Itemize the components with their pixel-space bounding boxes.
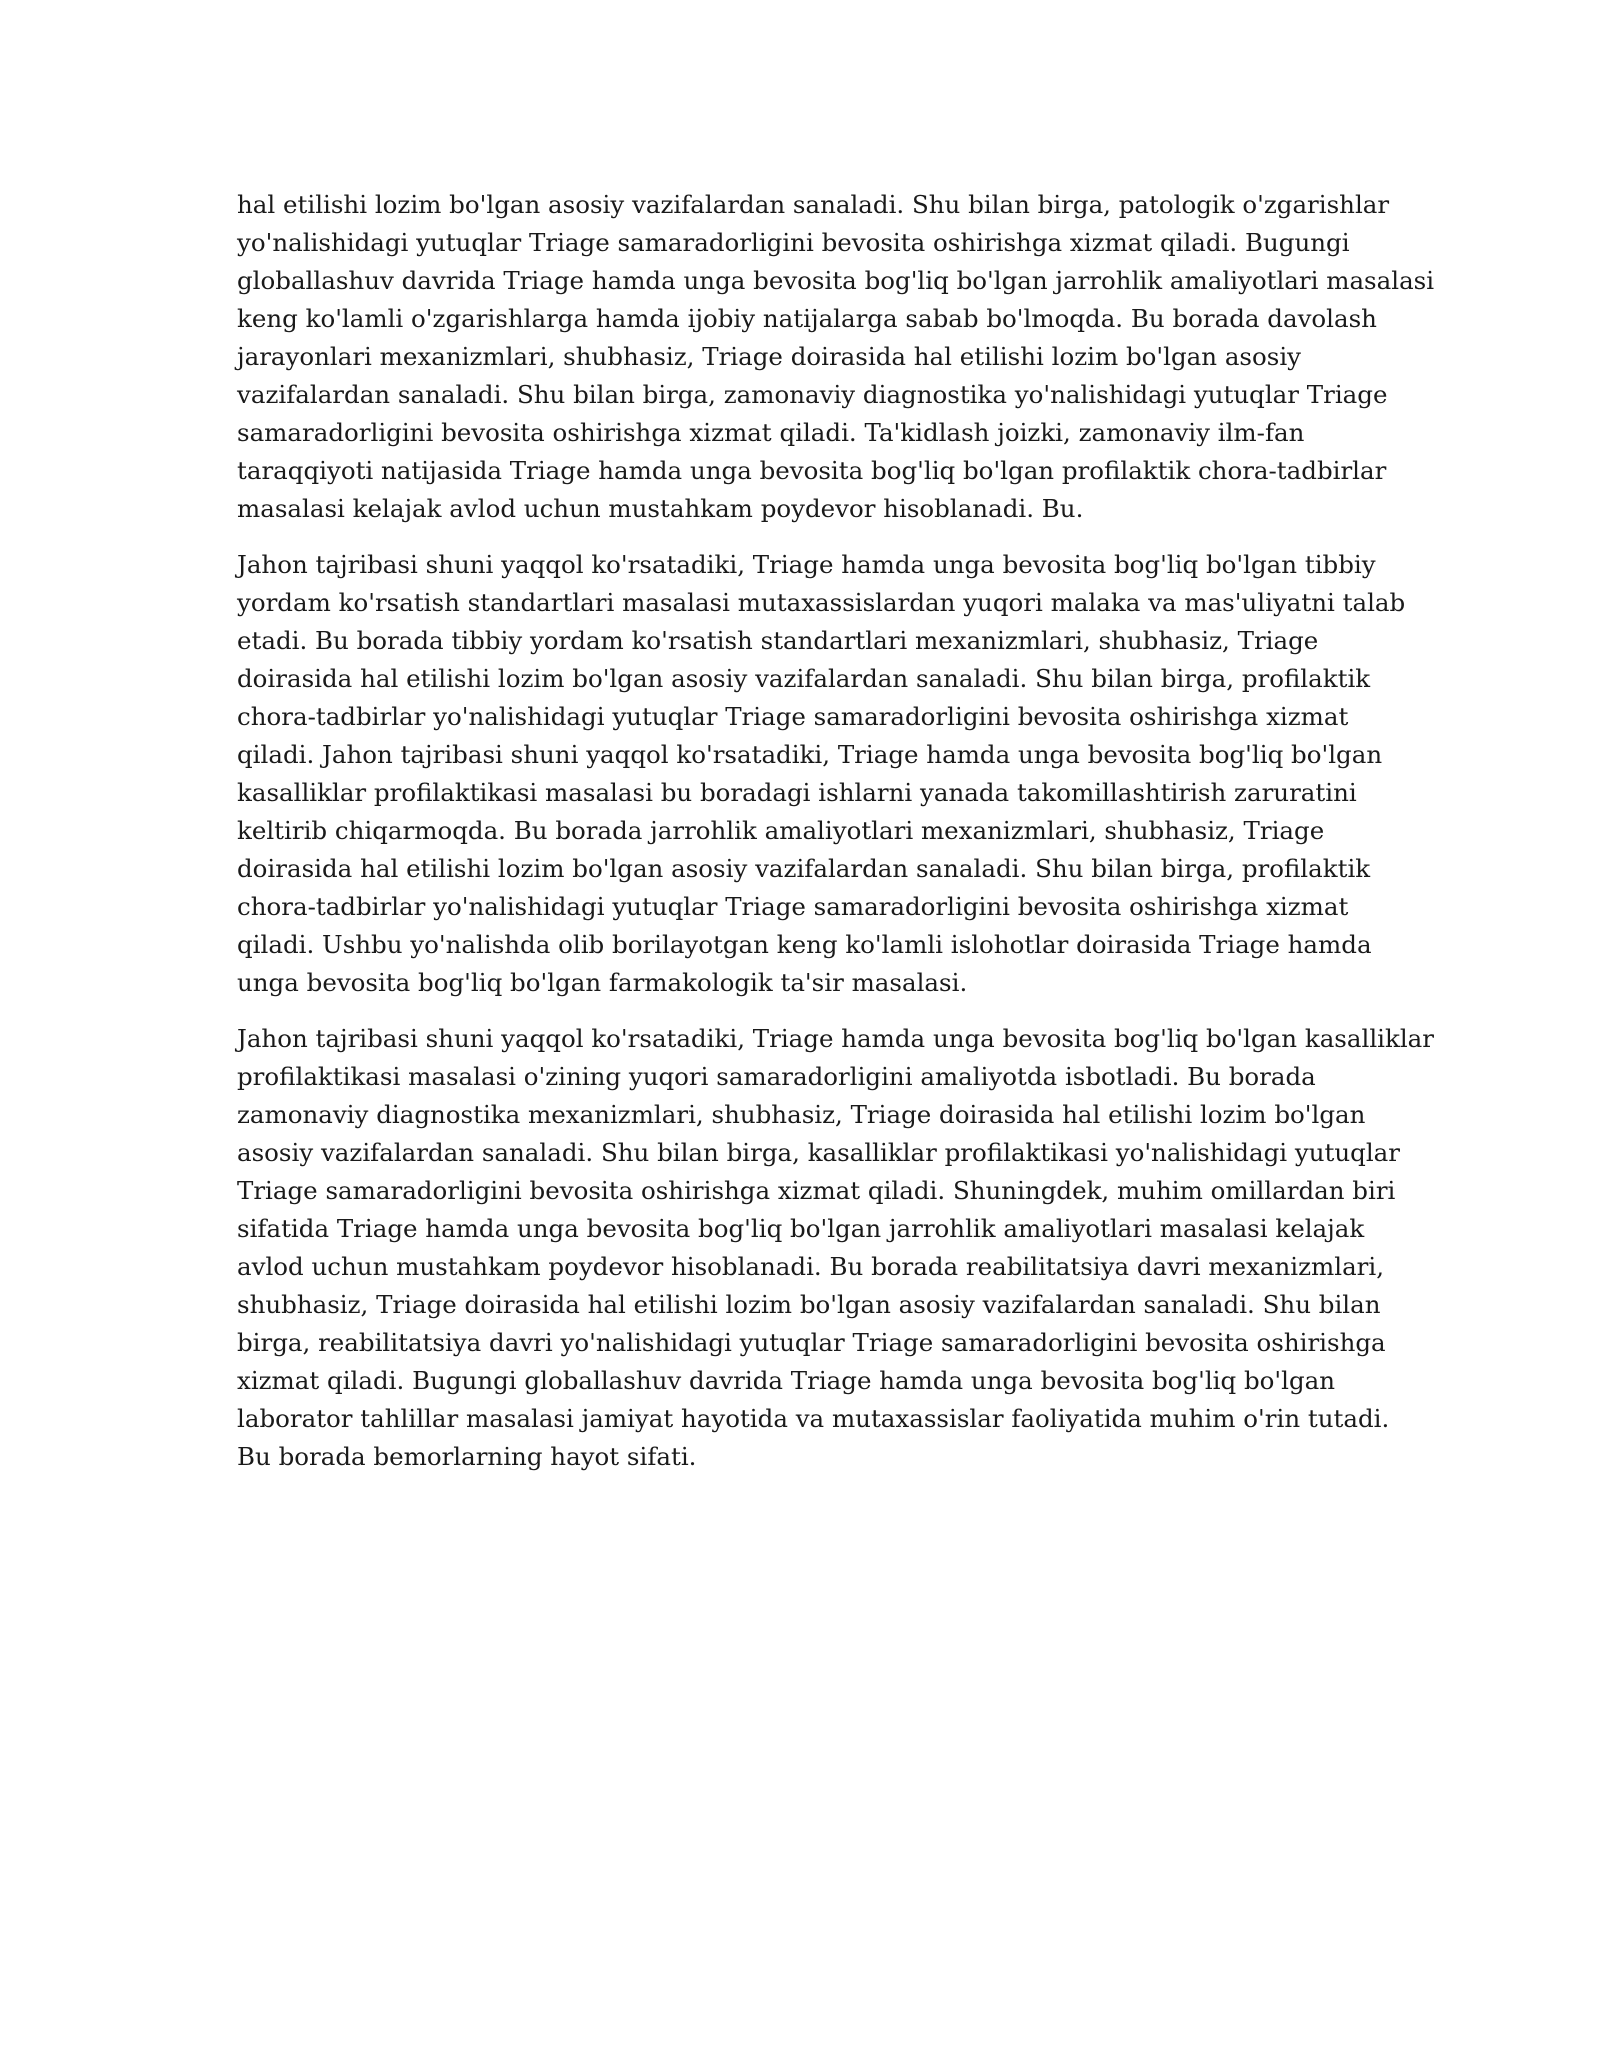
text-line: jarayonlari mexanizmlari, shubhasiz, Triage doirasida hal etilishi lozim bo'lgan asosiy — [237, 342, 1302, 371]
text-line: keltirib chiqarmoqda. Bu borada jarrohlik amaliyotlari mexanizmlari, shubhasiz, Triage — [237, 816, 1325, 845]
text-line: Triage samaradorligini bevosita oshirishga xizmat qiladi. Shuningdek, muhim omillardan biri — [237, 1176, 1396, 1205]
text-line: globallashuv davrida Triage hamda unga bevosita bog'liq bo'lgan jarrohlik amaliyotlari masalasi — [237, 266, 1435, 295]
text-line: etadi. Bu borada tibbiy yordam ko'rsatish standartlari mexanizmlari, shubhasiz, Triage — [237, 626, 1319, 655]
text-line: Jahon tajribasi shuni yaqqol ko'rsatadiki, Triage hamda unga bevosita bog'liq bo'lgan kasalliklar — [237, 1024, 1434, 1053]
text-line: hal etilishi lozim bo'lgan asosiy vazifalardan sanaladi. Shu bilan birga, patologik o'zgarishlar — [237, 190, 1390, 219]
text-line: chora-tadbirlar yo'nalishidagi yutuqlar Triage samaradorligini bevosita oshirishga xizmat — [237, 892, 1349, 921]
text-line: vazifalardan sanaladi. Shu bilan birga, zamonaviy diagnostika yo'nalishidagi yutuqlar Triage — [237, 380, 1388, 409]
text-line: taraqqiyoti natijasida Triage hamda unga bevosita bog'liq bo'lgan profilaktik chora-tadbirlar — [237, 456, 1387, 485]
paragraph-3 — [237, 1020, 1434, 1476]
text-line: Bu borada bemorlarning hayot sifati. — [237, 1442, 697, 1471]
text-line: doirasida hal etilishi lozim bo'lgan asosiy vazifalardan sanaladi. Shu bilan birga, profilaktik — [237, 664, 1371, 693]
text-line: profilaktikasi masalasi o'zining yuqori samaradorligini amaliyotda isbotladi. Bu borada — [237, 1062, 1316, 1091]
text-line: qiladi. Ushbu yo'nalishda olib borilayotgan keng ko'lamli islohotlar doirasida Triage hamda — [237, 930, 1372, 959]
text-line: zamonaviy diagnostika mexanizmlari, shubhasiz, Triage doirasida hal etilishi lozim bo'lgan — [237, 1100, 1366, 1129]
text-line: chora-tadbirlar yo'nalishidagi yutuqlar Triage samaradorligini bevosita oshirishga xizmat — [237, 702, 1349, 731]
text-line: keng ko'lamli o'zgarishlarga hamda ijobiy natijalarga sabab bo'lmoqda. Bu borada davolash — [237, 304, 1377, 333]
text-line: laborator tahlillar masalasi jamiyat hayotida va mutaxassislar faoliyatida muhim o'rin tutadi. — [237, 1404, 1390, 1433]
text-line: samaradorligini bevosita oshirishga xizmat qiladi. Ta'kidlash joizki, zamonaviy ilm-fan — [237, 418, 1305, 447]
text-line: kasalliklar profilaktikasi masalasi bu boradagi ishlarni yanada takomillashtirish zaruratini — [237, 778, 1357, 807]
text-line: yo'nalishidagi yutuqlar Triage samaradorligini bevosita oshirishga xizmat qiladi. Bugungi — [237, 228, 1350, 257]
paragraph-1 — [237, 186, 1435, 528]
text-line: doirasida hal etilishi lozim bo'lgan asosiy vazifalardan sanaladi. Shu bilan birga, profilaktik — [237, 854, 1371, 883]
text-line: xizmat qiladi. Bugungi globallashuv davrida Triage hamda unga bevosita bog'liq bo'lgan — [237, 1366, 1336, 1395]
text-line: avlod uchun mustahkam poydevor hisoblanadi. Bu borada reabilitatsiya davri mexanizmlari, — [237, 1252, 1385, 1281]
text-line: Jahon tajribasi shuni yaqqol ko'rsatadiki, Triage hamda unga bevosita bog'liq bo'lgan tibbiy — [237, 550, 1376, 579]
text-line: birga, reabilitatsiya davri yo'nalishidagi yutuqlar Triage samaradorligini bevosita oshirishga — [237, 1328, 1386, 1357]
text-line: qiladi. Jahon tajribasi shuni yaqqol ko'rsatadiki, Triage hamda unga bevosita bog'liq bo'lgan — [237, 740, 1383, 769]
text-line: asosiy vazifalardan sanaladi. Shu bilan birga, kasalliklar profilaktikasi yo'nalishidagi yutuqlar — [237, 1138, 1400, 1167]
text-line: yordam ko'rsatish standartlari masalasi mutaxassislardan yuqori malaka va mas'uliyatni talab — [237, 588, 1406, 617]
text-line: unga bevosita bog'liq bo'lgan farmakologik ta'sir masalasi. — [237, 968, 968, 997]
text-line: sifatida Triage hamda unga bevosita bog'liq bo'lgan jarrohlik amaliyotlari masalasi kelajak — [237, 1214, 1365, 1243]
paragraph-2 — [237, 546, 1406, 1002]
document-body — [237, 186, 1435, 1494]
text-line: masalasi kelajak avlod uchun mustahkam poydevor hisoblanadi. Bu. — [237, 494, 1084, 523]
text-line: shubhasiz, Triage doirasida hal etilishi lozim bo'lgan asosiy vazifalardan sanaladi. Shu bilan — [237, 1290, 1381, 1319]
